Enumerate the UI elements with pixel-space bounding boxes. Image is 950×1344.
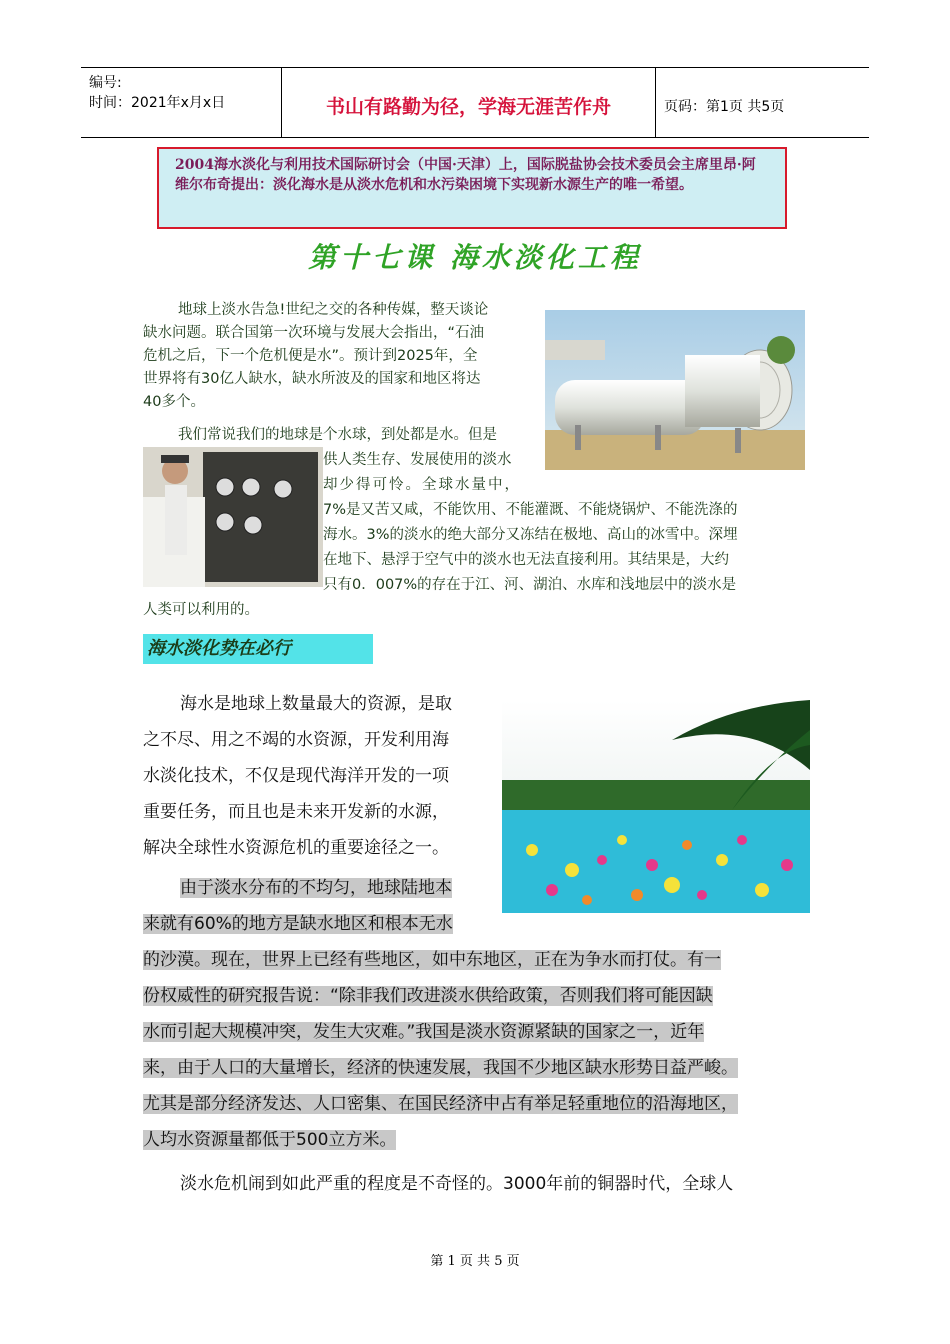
lab-technician-photo: [143, 447, 323, 587]
page-header: [81, 67, 869, 138]
lesson-title: 第十七课 海水淡化工程: [308, 241, 642, 274]
header-left-cell: [81, 68, 282, 137]
time-label: 时间：2021年x月x日: [89, 95, 226, 111]
intro-line: 40多个。: [143, 394, 205, 410]
intro-line: 海水。3%的淡水的绝大部分又冻结在极地、高山的冰雪中。深埋: [323, 527, 738, 543]
highlighted-line: 来，由于人口的大量增长，经济的快速发展，我国不少地区缺水形势日益严峻。: [143, 1058, 738, 1078]
swimming-pool-photo: [502, 700, 810, 913]
body-line: 解决全球性水资源危机的重要途径之一。: [143, 838, 449, 858]
body-line: 重要任务，而且也是未来开发新的水源，: [143, 802, 449, 822]
section-heading: 海水淡化势在必行: [143, 634, 373, 664]
body-line: 海水是地球上数量最大的资源，是取: [180, 694, 452, 714]
intro-line: 只有0．007%的存在于江、河、湖泊、水库和浅地层中的淡水是: [323, 577, 737, 593]
number-label: 编号:: [89, 75, 122, 91]
desalination-plant-photo: [545, 310, 805, 470]
header-motto: 书山有路勤为径，学海无涯苦作舟: [325, 96, 611, 118]
notice-box: 2004海水淡化与利用技术国际研讨会（中国·天津）上，国际脱盐协会技术委员会主席里昂·阿维尔布奇提出：淡化海水是从淡水危机和水污染困境下实现新水源生产的唯一希望。: [157, 147, 787, 229]
page-info: 页码：第1页 共5页: [664, 99, 785, 115]
intro-line: 人类可以利用的。: [143, 602, 259, 618]
highlighted-line: 由于淡水分布的不均匀，地球陆地本: [180, 878, 452, 898]
intro-line: 地球上淡水告急!世纪之交的各种传媒，整天谈论: [178, 302, 489, 318]
header-right-cell: [656, 68, 869, 137]
highlighted-line: 人均水资源量都低于500立方米。: [143, 1130, 397, 1150]
page-footer: 第 1 页 共 5 页: [430, 1254, 520, 1269]
highlighted-line: 的沙漠。现在，世界上已经有些地区，如中东地区，正在为争水而打仗。有一: [143, 950, 721, 970]
intro-line: 我们常说我们的地球是个水球，到处都是水。但是: [178, 427, 497, 443]
intro-line: 缺水问题。联合国第一次环境与发展大会指出，“石油: [143, 325, 485, 341]
highlighted-line: 水而引起大规模冲突，发生大灾难。”我国是淡水资源紧缺的国家之一，近年: [143, 1022, 705, 1042]
highlighted-line: 来就有60%的地方是缺水地区和根本无水: [143, 914, 453, 934]
intro-line: 危机之后，下一个危机便是水”。预计到2025年，全: [143, 348, 478, 364]
intro-line: 却少得可怜。全球水量中，: [323, 477, 521, 493]
header-center-cell: [282, 68, 656, 137]
body-line: 淡水危机闹到如此严重的程度是不奇怪的。3000年前的铜器时代，全球人: [180, 1174, 734, 1194]
highlighted-line: 尤其是部分经济发达、人口密集、在国民经济中占有举足轻重地位的沿海地区，: [143, 1094, 738, 1114]
intro-line: 7%是又苦又咸，不能饮用、不能灌溉、不能烧锅炉、不能洗涤的: [323, 502, 738, 518]
intro-line: 世界将有30亿人缺水，缺水所波及的国家和地区将达: [143, 371, 481, 387]
body-line: 之不尽、用之不竭的水资源，开发利用海: [143, 730, 449, 750]
highlighted-line: 份权威性的研究报告说：“除非我们改进淡水供给政策，否则我们将可能因缺: [143, 986, 713, 1006]
intro-line: 供人类生存、发展使用的淡水: [323, 452, 512, 468]
body-line: 水淡化技术，不仅是现代海洋开发的一项: [143, 766, 449, 786]
intro-line: 在地下、悬浮于空气中的淡水也无法直接利用。其结果是，大约: [323, 552, 729, 568]
